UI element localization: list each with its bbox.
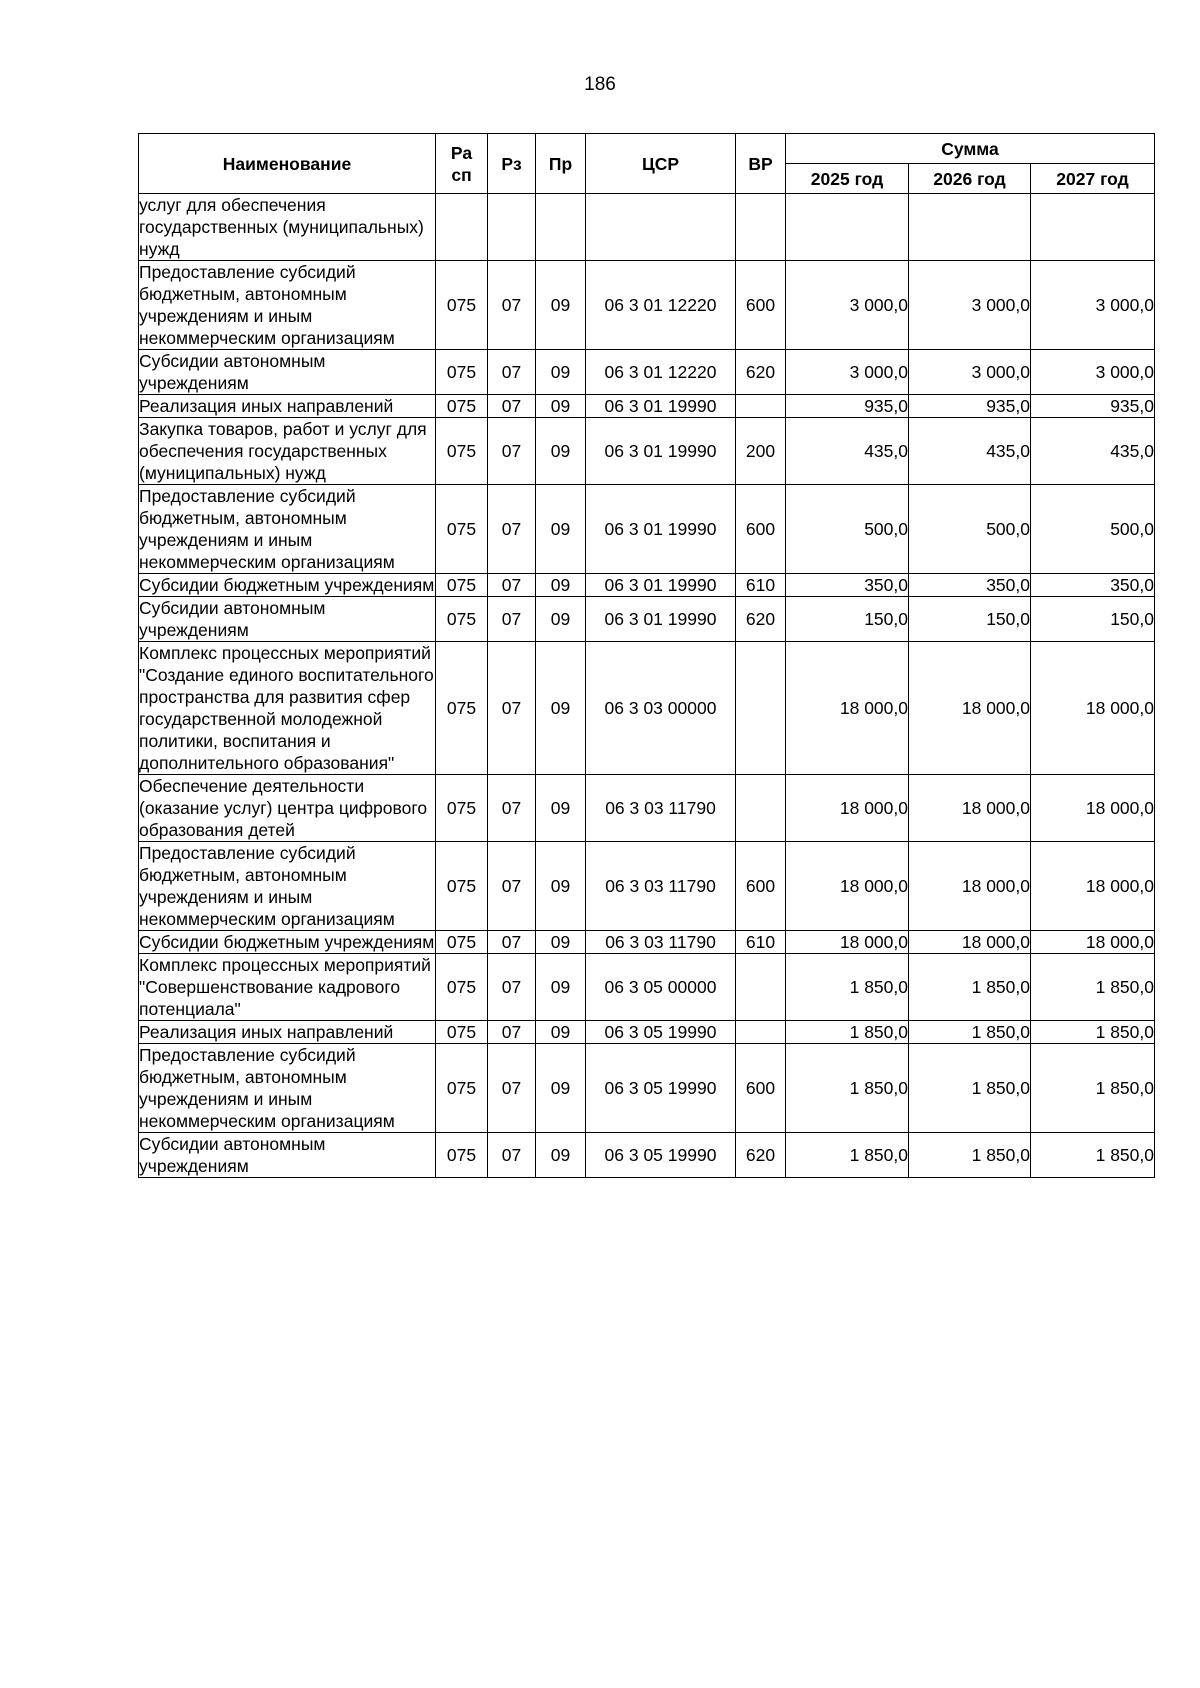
cell-sum-2025: 435,0 [786, 418, 909, 485]
cell-name: Субсидии бюджетным учреждениям [139, 575, 435, 595]
cell-vr: 620 [736, 597, 786, 642]
cell-rasp: 075 [436, 485, 488, 574]
cell-pr: 09 [536, 954, 586, 1021]
table-row [139, 931, 1155, 954]
cell-rz: 07 [488, 1044, 536, 1133]
cell-sum-2026: 18 000,0 [909, 842, 1031, 931]
cell-name: Предоставление субсидий бюджетным, автономным учреждениям и иным некоммерческим организациям [139, 261, 436, 350]
cell-sum-2027: 935,0 [1031, 395, 1155, 418]
cell-pr: 09 [536, 395, 586, 418]
cell-rasp: 075 [436, 418, 488, 485]
cell-csr: 06 3 01 19990 [586, 597, 736, 642]
cell-csr: 06 3 01 19990 [586, 418, 736, 485]
table-row [139, 1133, 1155, 1178]
table-row [139, 395, 1155, 418]
cell-csr: 06 3 05 00000 [586, 954, 736, 1021]
cell-pr: 09 [536, 775, 586, 842]
cell-rz: 07 [488, 597, 536, 642]
cell-vr: 200 [736, 418, 786, 485]
cell-sum-2027: 1 850,0 [1031, 1133, 1155, 1178]
cell-sum-2026: 18 000,0 [909, 642, 1031, 775]
cell-csr: 06 3 05 19990 [586, 1044, 736, 1133]
table-row [139, 350, 1155, 395]
cell-rz: 07 [488, 1021, 536, 1044]
cell-sum-2025: 18 000,0 [786, 775, 909, 842]
cell-sum-2027: 1 850,0 [1031, 1021, 1155, 1044]
cell-sum-2027: 350,0 [1031, 574, 1155, 597]
table-row [139, 1044, 1155, 1133]
cell-pr: 09 [536, 1021, 586, 1044]
cell-sum-2027 [1031, 194, 1155, 261]
cell-sum-2027: 18 000,0 [1031, 642, 1155, 775]
cell-sum-2027: 3 000,0 [1031, 261, 1155, 350]
cell-rasp: 075 [436, 350, 488, 395]
cell-sum-2026: 435,0 [909, 418, 1031, 485]
cell-sum-2026: 18 000,0 [909, 775, 1031, 842]
cell-name: услуг для обеспечения государственных (муниципальных) нужд [139, 194, 436, 261]
table-row [139, 574, 1155, 597]
cell-pr: 09 [536, 597, 586, 642]
cell-pr [536, 194, 586, 261]
cell-vr: 610 [736, 931, 786, 954]
cell-name: Предоставление субсидий бюджетным, автономным учреждениям и иным некоммерческим организациям [139, 842, 436, 931]
table-row [139, 261, 1155, 350]
cell-sum-2026: 1 850,0 [909, 954, 1031, 1021]
cell-sum-2026: 3 000,0 [909, 261, 1031, 350]
cell-name: Комплекс процессных мероприятий "Создание единого воспитательного пространства для развития сфер государственной молодежной политики, воспитания и дополнительного образования" [139, 643, 434, 773]
cell-sum-2025: 935,0 [786, 395, 909, 418]
table-row [139, 775, 1155, 842]
cell-csr: 06 3 03 00000 [586, 642, 736, 775]
cell-sum-2027: 3 000,0 [1031, 350, 1155, 395]
header-rasp-line1: Ра [450, 142, 473, 163]
cell-rz: 07 [488, 1133, 536, 1178]
cell-sum-2026: 500,0 [909, 485, 1031, 574]
cell-vr: 600 [736, 842, 786, 931]
cell-pr: 09 [536, 1044, 586, 1133]
cell-sum-2026: 1 850,0 [909, 1021, 1031, 1044]
cell-sum-2026: 150,0 [909, 597, 1031, 642]
header-csr: ЦСР [586, 134, 736, 194]
table-row [139, 597, 1155, 642]
cell-rasp: 075 [436, 597, 488, 642]
cell-sum-2025 [786, 194, 909, 261]
cell-csr: 06 3 01 19990 [586, 395, 736, 418]
cell-csr: 06 3 01 12220 [586, 261, 736, 350]
cell-rz: 07 [488, 350, 536, 395]
cell-vr [736, 395, 786, 418]
cell-csr [586, 194, 736, 261]
cell-name: Субсидии автономным учреждениям [139, 350, 436, 395]
table-row [139, 1021, 1155, 1044]
cell-vr [736, 954, 786, 1021]
cell-rasp: 075 [436, 574, 488, 597]
cell-csr: 06 3 01 19990 [586, 485, 736, 574]
cell-vr [736, 642, 786, 775]
cell-csr: 06 3 03 11790 [586, 842, 736, 931]
cell-pr: 09 [536, 931, 586, 954]
header-rasp [436, 134, 488, 194]
cell-sum-2026: 350,0 [909, 574, 1031, 597]
table-row [139, 842, 1155, 931]
cell-csr: 06 3 03 11790 [586, 931, 736, 954]
cell-sum-2027: 18 000,0 [1031, 931, 1155, 954]
cell-vr [736, 194, 786, 261]
budget-table [138, 133, 1155, 1178]
cell-rz: 07 [488, 395, 536, 418]
cell-vr: 600 [736, 1044, 786, 1133]
table-header [139, 134, 1155, 194]
cell-csr: 06 3 03 11790 [586, 775, 736, 842]
cell-rz [488, 194, 536, 261]
cell-rz: 07 [488, 954, 536, 1021]
cell-sum-2026: 1 850,0 [909, 1133, 1031, 1178]
cell-rasp: 075 [436, 1021, 488, 1044]
cell-sum-2027: 435,0 [1031, 418, 1155, 485]
cell-sum-2025: 1 850,0 [786, 954, 909, 1021]
cell-rasp: 075 [436, 1044, 488, 1133]
cell-rasp: 075 [436, 395, 488, 418]
cell-pr: 09 [536, 485, 586, 574]
table-row [139, 194, 1155, 261]
cell-name: Субсидии автономным учреждениям [139, 597, 436, 642]
cell-vr [736, 1021, 786, 1044]
cell-rz: 07 [488, 775, 536, 842]
cell-vr: 620 [736, 350, 786, 395]
cell-name: Субсидии бюджетным учреждениям [139, 932, 435, 952]
cell-csr: 06 3 01 19990 [586, 574, 736, 597]
cell-sum-2025: 1 850,0 [786, 1133, 909, 1178]
cell-sum-2027: 500,0 [1031, 485, 1155, 574]
cell-sum-2025: 18 000,0 [786, 842, 909, 931]
table-body [139, 194, 1155, 1178]
cell-sum-2025: 18 000,0 [786, 642, 909, 775]
cell-rasp: 075 [436, 842, 488, 931]
cell-csr: 06 3 05 19990 [586, 1021, 736, 1044]
cell-rasp: 075 [436, 954, 488, 1021]
cell-rasp: 075 [436, 775, 488, 842]
cell-name: Комплекс процессных мероприятий "Совершенствование кадрового потенциала" [139, 954, 436, 1021]
cell-rz: 07 [488, 931, 536, 954]
page-number: 186 [584, 74, 616, 95]
table-row [139, 642, 1155, 775]
table-row [139, 418, 1155, 485]
header-sum: Сумма [786, 134, 1155, 164]
cell-sum-2027: 150,0 [1031, 597, 1155, 642]
cell-sum-2025: 3 000,0 [786, 261, 909, 350]
cell-vr [736, 775, 786, 842]
cell-vr: 620 [736, 1133, 786, 1178]
cell-sum-2025: 1 850,0 [786, 1021, 909, 1044]
header-vr: ВР [736, 134, 786, 194]
cell-name: Обеспечение деятельности (оказание услуг) центра цифрового образования детей [139, 775, 436, 842]
cell-pr: 09 [536, 418, 586, 485]
cell-csr: 06 3 05 19990 [586, 1133, 736, 1178]
cell-sum-2026 [909, 194, 1031, 261]
header-year-2027: 2027 год [1031, 164, 1155, 194]
cell-name: Предоставление субсидий бюджетным, автономным учреждениям и иным некоммерческим организациям [139, 1044, 436, 1133]
cell-vr: 600 [736, 485, 786, 574]
cell-pr: 09 [536, 842, 586, 931]
cell-sum-2025: 3 000,0 [786, 350, 909, 395]
cell-vr: 600 [736, 261, 786, 350]
cell-rz: 07 [488, 418, 536, 485]
cell-pr: 09 [536, 642, 586, 775]
cell-sum-2026: 1 850,0 [909, 1044, 1031, 1133]
cell-name: Субсидии автономным учреждениям [139, 1133, 436, 1178]
cell-pr: 09 [536, 1133, 586, 1178]
cell-sum-2025: 1 850,0 [786, 1044, 909, 1133]
header-year-2025: 2025 год [786, 164, 909, 194]
cell-rz: 07 [488, 842, 536, 931]
cell-sum-2027: 18 000,0 [1031, 775, 1155, 842]
cell-sum-2026: 3 000,0 [909, 350, 1031, 395]
table-row [139, 954, 1155, 1021]
cell-rz: 07 [488, 642, 536, 775]
cell-vr: 610 [736, 574, 786, 597]
cell-sum-2025: 150,0 [786, 597, 909, 642]
cell-sum-2027: 1 850,0 [1031, 954, 1155, 1021]
cell-rasp: 075 [436, 931, 488, 954]
cell-pr: 09 [536, 350, 586, 395]
cell-sum-2026: 935,0 [909, 395, 1031, 418]
header-rz: Рз [488, 134, 536, 194]
cell-rz: 07 [488, 261, 536, 350]
header-year-2026: 2026 год [909, 164, 1031, 194]
cell-rz: 07 [488, 485, 536, 574]
cell-sum-2025: 350,0 [786, 574, 909, 597]
header-name: Наименование [139, 134, 436, 194]
cell-rasp [436, 194, 488, 261]
header-pr: Пр [536, 134, 586, 194]
cell-name: Предоставление субсидий бюджетным, автономным учреждениям и иным некоммерческим организациям [139, 485, 436, 574]
cell-pr: 09 [536, 261, 586, 350]
header-rasp-line2: сп [451, 164, 472, 185]
cell-pr: 09 [536, 574, 586, 597]
cell-sum-2025: 18 000,0 [786, 931, 909, 954]
cell-sum-2026: 18 000,0 [909, 931, 1031, 954]
cell-rz: 07 [488, 574, 536, 597]
cell-name: Закупка товаров, работ и услуг для обеспечения государственных (муниципальных) нужд [139, 418, 436, 485]
table-row [139, 485, 1155, 574]
cell-sum-2025: 500,0 [786, 485, 909, 574]
cell-sum-2027: 18 000,0 [1031, 842, 1155, 931]
cell-rasp: 075 [436, 642, 488, 775]
cell-sum-2027: 1 850,0 [1031, 1044, 1155, 1133]
cell-name: Реализация иных направлений [139, 395, 436, 418]
cell-rasp: 075 [436, 261, 488, 350]
cell-rasp: 075 [436, 1133, 488, 1178]
cell-csr: 06 3 01 12220 [586, 350, 736, 395]
cell-name: Реализация иных направлений [139, 1021, 436, 1044]
